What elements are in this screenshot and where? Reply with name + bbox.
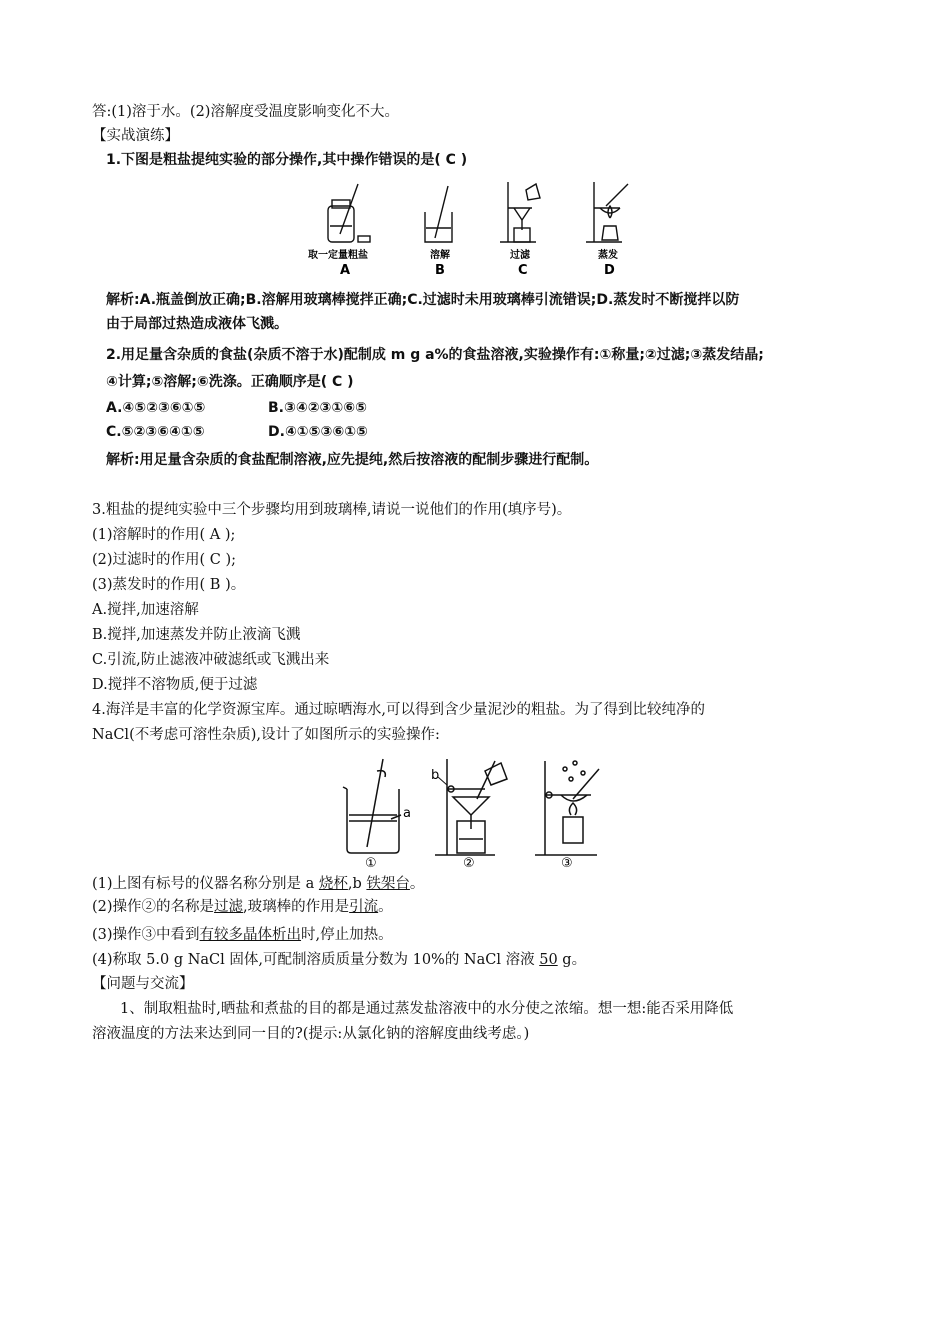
figure-2-filter-stand-icon	[435, 759, 507, 855]
q4-answer-3-suffix: 时,停止加热。	[301, 927, 393, 943]
figure-mark-3: ③	[561, 856, 573, 870]
figure-a-bottle-icon	[328, 184, 370, 242]
figure-mark-2: ②	[463, 856, 475, 870]
q4-answer-3-prefix: (3)操作③中看到	[92, 927, 200, 943]
figure-letter-b-label: b	[431, 768, 440, 783]
q4-answer-2	[92, 897, 393, 917]
figure-label-d-text: 蒸发	[598, 250, 618, 261]
q1-analysis-line-1: 解析:A.瓶盖倒放正确;B.溶解用玻璃棒搅拌正确;C.过滤时未用玻璃棒引流错误;D.蒸发时不断搅拌以防	[106, 292, 740, 308]
figure-b-beaker-icon	[425, 186, 452, 242]
figure-label-a-text: 取一定量粗盐	[308, 250, 368, 261]
q2-option-b: B.③④②③①⑥⑤	[268, 400, 367, 416]
q3-item-2: (2)过滤时的作用( C );	[92, 552, 237, 568]
q4-answer-4-blank: 50	[539, 952, 558, 968]
q2-option-d: D.④①⑤③⑥①⑤	[268, 424, 368, 440]
q4-answer-3	[92, 925, 393, 945]
figure-c-filter-stand-icon	[500, 182, 540, 242]
q4-answer-4-suffix: g。	[557, 952, 587, 968]
figure-letter-b: B	[435, 263, 445, 278]
q2-option-c: C.⑤②③⑥④①⑤	[106, 424, 205, 440]
q4-answer-1-suffix: 。	[409, 876, 425, 892]
figure-mark-1: ①	[365, 856, 377, 870]
figure-letter-a-label: a	[403, 806, 411, 821]
figure-letter-a: A	[340, 263, 351, 278]
section-heading-discuss: 【问题与交流】	[92, 976, 194, 992]
section-heading-practice: 【实战演练】	[92, 128, 179, 144]
figure-1-beaker-icon	[343, 759, 401, 853]
q4-answer-2-blank-name: 过滤	[214, 899, 244, 915]
figure-letter-c: C	[518, 263, 528, 278]
q1-analysis-line-2: 由于局部过热造成液体飞溅。	[106, 316, 288, 332]
q4-answer-1-blank-a: 烧杯	[318, 876, 348, 892]
q3-item-3: (3)蒸发时的作用( B )。	[92, 577, 246, 593]
figure-d-evaporation-icon	[586, 182, 628, 242]
q4-answer-4-prefix: (4)称取 5.0 g NaCl 固体,可配制溶质质量分数为 10%的 NaCl 溶液	[92, 952, 540, 968]
q1-stem: 1.下图是粗盐提纯实验的部分操作,其中操作错误的是( C )	[106, 152, 468, 168]
q4-answer-1-blank-b: 铁架台	[366, 876, 410, 892]
q4-answer-3-blank: 有较多晶体析出	[199, 927, 302, 943]
discuss-line-1: 1、制取粗盐时,晒盐和煮盐的目的都是通过蒸发盐溶液中的水分使之浓缩。想一想:能否采用降低	[120, 1001, 734, 1017]
q4-answer-1-prefix: (1)上图有标号的仪器名称分别是 a	[92, 876, 319, 892]
figure-label-c-text: 过滤	[510, 250, 530, 261]
q4-answer-2-blank-role: 引流	[349, 899, 379, 915]
q3-choice-b: B.搅拌,加速蒸发并防止液滴飞溅	[92, 627, 301, 643]
q3-item-1: (1)溶解时的作用( A );	[92, 527, 236, 543]
q3-choice-d: D.搅拌不溶物质,便于过滤	[92, 677, 258, 693]
q2-option-a: A.④⑤②③⑥①⑤	[106, 400, 206, 416]
q3-choice-c: C.引流,防止滤液冲破滤纸或飞溅出来	[92, 652, 330, 668]
q4-answer-2-middle: ,玻璃棒的作用是	[243, 899, 350, 915]
q4-answer-1-middle: ,b	[347, 876, 367, 892]
q3-choice-a: A.搅拌,加速溶解	[92, 602, 199, 618]
q4-answer-2-prefix: (2)操作②的名称是	[92, 899, 215, 915]
q4-answer-1	[92, 874, 424, 894]
figure-letter-d: D	[604, 263, 615, 278]
q4-stem-line-2: NaCl(不考虑可溶性杂质),设计了如图所示的实验操作:	[92, 727, 440, 743]
answer-line: 答:(1)溶于水。(2)溶解度受温度影响变化不大。	[92, 104, 399, 120]
figure-label-b-text: 溶解	[430, 250, 450, 261]
figure-3-evaporation-icon	[535, 761, 599, 855]
discuss-line-2: 溶液温度的方法来达到同一目的?(提示:从氯化钠的溶解度曲线考虑。)	[92, 1026, 530, 1042]
q4-stem-line-1: 4.海洋是丰富的化学资源宝库。通过晾晒海水,可以得到含少量泥沙的粗盐。为了得到比较纯净的	[92, 702, 705, 718]
q1-figure	[300, 178, 640, 278]
q2-analysis: 解析:用足量含杂质的食盐配制溶液,应先提纯,然后按溶液的配制步骤进行配制。	[106, 452, 599, 468]
q4-answer-2-suffix: 。	[378, 899, 393, 915]
q2-stem-line-1: 2.用足量含杂质的食盐(杂质不溶于水)配制成 m g a%的食盐溶液,实验操作有:①称量;②过滤;③蒸发结晶;	[106, 347, 764, 363]
q4-figure	[335, 755, 625, 870]
q4-answer-4	[92, 950, 586, 970]
q2-stem-line-2: ④计算;⑤溶解;⑥洗涤。正确顺序是( C )	[106, 374, 354, 390]
q3-stem: 3.粗盐的提纯实验中三个步骤均用到玻璃棒,请说一说他们的作用(填序号)。	[92, 502, 572, 518]
